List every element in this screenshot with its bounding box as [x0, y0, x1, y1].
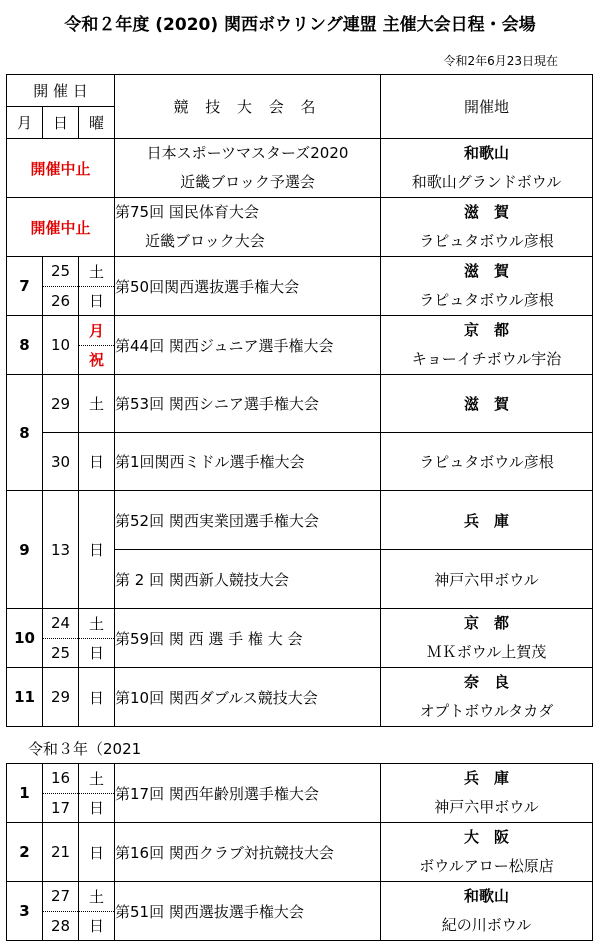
- venue-name: ボウルアロー松原店: [419, 857, 554, 875]
- event-name: 第44回 関西ジュニア選手権大会: [115, 336, 334, 355]
- venue-cell: [381, 823, 593, 882]
- venue-name: 神戸六甲ボウル: [434, 798, 539, 816]
- event-name: 第16回 関西クラブ対抗競技大会: [115, 843, 334, 862]
- event-cell: [115, 882, 381, 941]
- venue-prefecture: 滋 賀: [463, 395, 509, 413]
- cancelled-label: 開催中止: [7, 139, 115, 198]
- day-cell: 24: [43, 609, 79, 639]
- event-cell: [115, 257, 381, 316]
- day-cell: 10: [43, 316, 79, 375]
- page-title: 令和２年度 (2020) 関西ボウリング連盟 主催大会日程・会場: [64, 15, 536, 35]
- venue-prefecture: 和歌山: [463, 144, 509, 162]
- header-venue: 開催地: [381, 75, 593, 139]
- event-cell: [115, 550, 381, 609]
- venue-prefecture: 奈 良: [463, 673, 509, 691]
- as-of-date: 令和2年6月23日現在: [443, 54, 558, 68]
- table-row: [7, 316, 593, 346]
- weekday-cell: 月: [79, 316, 115, 346]
- table-row: [7, 139, 593, 198]
- weekday-cell: 土: [79, 257, 115, 287]
- day-cell: 30: [43, 433, 79, 491]
- venue-cell: [381, 139, 593, 198]
- month-cell: 2: [7, 823, 43, 882]
- venue-cell: [381, 668, 593, 727]
- table-row: [7, 609, 593, 639]
- month-cell: 8: [7, 316, 43, 375]
- day-cell: 29: [43, 375, 79, 433]
- day-cell: 25: [43, 638, 79, 668]
- month-cell: 10: [7, 609, 43, 668]
- table-row: [7, 198, 593, 257]
- event-cell: [115, 316, 381, 375]
- day-cell: 26: [43, 286, 79, 316]
- event-cell: [115, 764, 381, 823]
- day-cell: 16: [43, 764, 79, 794]
- venue-cell: [381, 433, 593, 491]
- event-name: 第10回 関西ダブルス競技大会: [115, 688, 318, 707]
- weekday-cell: 日: [79, 433, 115, 491]
- day-cell: 21: [43, 823, 79, 882]
- event-name: 第53回 関西シニア選手権大会: [115, 395, 319, 413]
- event-name: 日本スポーツマスターズ2020: [146, 144, 349, 162]
- venue-cell: [381, 882, 593, 941]
- weekday-cell: 日: [79, 286, 115, 316]
- holiday-cell: 祝: [79, 345, 115, 375]
- weekday-cell: 土: [79, 882, 115, 912]
- weekday-cell: 日: [79, 793, 115, 823]
- day-cell: 27: [43, 882, 79, 912]
- cancelled-label: 開催中止: [7, 198, 115, 257]
- event-name: 第1回関西ミドル選手権大会: [115, 453, 305, 471]
- weekday-cell: 日: [79, 668, 115, 727]
- venue-name: 和歌山グランドボウル: [411, 173, 562, 191]
- event-cell: [115, 668, 381, 727]
- venue-prefecture: 兵 庫: [463, 511, 509, 530]
- event-cell: [115, 433, 381, 491]
- event-cell: [115, 609, 381, 668]
- venue-prefecture: 京 都: [463, 614, 509, 632]
- event-name: 第52回 関西実業団選手権大会: [115, 511, 319, 530]
- table-row: [7, 823, 593, 882]
- venue-name: ラピュタボウル彦根: [419, 291, 554, 309]
- weekday-cell: 土: [79, 375, 115, 433]
- event-cell: [115, 491, 381, 550]
- venue-prefecture: 和歌山: [463, 887, 509, 905]
- weekday-cell: 日: [79, 638, 115, 668]
- event-name: 第59回 関 西 選 手 権 大 会: [115, 629, 303, 648]
- venue-name: ＭＫボウル上賀茂: [426, 643, 547, 661]
- weekday-cell: 日: [79, 823, 115, 882]
- event-name: 第 2 回 関西新人競技大会: [115, 570, 289, 589]
- month-cell: 8: [7, 375, 43, 491]
- event-name: 第51回 関西選抜選手権大会: [115, 902, 304, 921]
- venue-cell: [381, 550, 593, 609]
- event-cell: [115, 823, 381, 882]
- weekday-cell: 日: [79, 491, 115, 609]
- venue-name: 紀の川ボウル: [441, 916, 532, 934]
- venue-prefecture: 滋 賀: [463, 262, 509, 280]
- event-name: 第75回 国民体育大会: [115, 203, 259, 221]
- table-row: [7, 882, 593, 912]
- venue-cell: [381, 609, 593, 668]
- month-cell: 3: [7, 882, 43, 941]
- month-cell: 1: [7, 764, 43, 823]
- header-day: 日: [43, 107, 79, 139]
- venue-prefecture: 大 阪: [463, 828, 509, 846]
- event-name-sub: 近畿ブロック予選会: [180, 173, 315, 191]
- venue-name: キョーイチボウル宇治: [411, 350, 562, 368]
- weekday-cell: 土: [79, 764, 115, 794]
- schedule-table-2021: [6, 763, 593, 941]
- day-cell: 28: [43, 911, 79, 941]
- venue-name: 神戸六甲ボウル: [434, 570, 539, 589]
- schedule-table-2020: [6, 74, 593, 727]
- month-cell: 11: [7, 668, 43, 727]
- venue-prefecture: 京 都: [463, 321, 509, 339]
- venue-cell: [381, 764, 593, 823]
- month-cell: 9: [7, 491, 43, 609]
- event-name-sub: 近畿ブロック大会: [145, 232, 265, 250]
- header-weekday: 曜: [79, 107, 115, 139]
- month-cell: 7: [7, 257, 43, 316]
- next-year-label: 令和３年（2021: [28, 740, 142, 758]
- venue-cell: [381, 257, 593, 316]
- venue-cell: [381, 491, 593, 550]
- event-cell: [115, 375, 381, 433]
- table-row: [7, 491, 593, 550]
- header-month: 月: [7, 107, 43, 139]
- event-name: 第17回 関西年齢別選手権大会: [115, 784, 319, 803]
- table-row: [7, 668, 593, 727]
- venue-prefecture: 滋 賀: [463, 203, 509, 221]
- event-cell: [115, 139, 381, 198]
- day-cell: 29: [43, 668, 79, 727]
- weekday-cell: 土: [79, 609, 115, 639]
- venue-cell: [381, 375, 593, 433]
- header-event: 競 技 大 会 名: [115, 75, 381, 139]
- header-date-group: 開 催 日: [7, 75, 115, 107]
- table-row: [7, 257, 593, 287]
- event-cell: [115, 198, 381, 257]
- venue-name: ラピュタボウル彦根: [419, 232, 554, 250]
- venue-name: オプトボウルタカダ: [419, 702, 554, 720]
- venue-cell: [381, 198, 593, 257]
- weekday-cell: 日: [79, 911, 115, 941]
- table-row: [7, 764, 593, 794]
- table-row: [7, 375, 593, 433]
- venue-name: ラピュタボウル彦根: [419, 453, 554, 471]
- day-cell: 17: [43, 793, 79, 823]
- event-name: 第50回関西選抜選手権大会: [115, 277, 300, 296]
- venue-cell: [381, 316, 593, 375]
- venue-prefecture: 兵 庫: [463, 769, 509, 787]
- day-cell: 25: [43, 257, 79, 287]
- day-cell: 13: [43, 491, 79, 609]
